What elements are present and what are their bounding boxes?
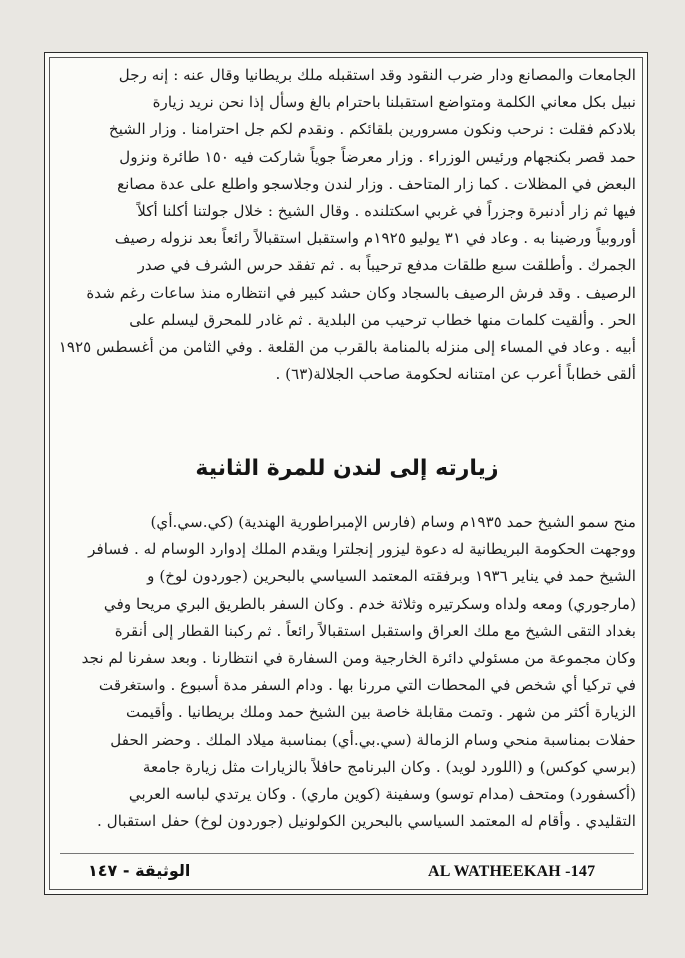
footer-page-label-arabic: الوثيقة - ١٤٧ bbox=[88, 861, 191, 880]
footer-divider bbox=[60, 853, 634, 854]
footer-page-label-english: AL WATHEEKAH -147 bbox=[428, 863, 596, 880]
section-heading: زيارته إلى لندن للمرة الثانية bbox=[195, 456, 499, 481]
body-paragraph-1: الجامعات والمصانع ودار ضرب النقود وقد استقبله ملك بريطانيا وقال عنه : إنه رجل نبيل بكل معاني الكلمة ومتواضع استقبلنا باحترام بالغ وسأل إذا نحن نريد زيارة بلادكم فقلت : نرحب ونكون مسرورين بلقائكم . ونقدم لكم جل احترامنا . وزار الشيخ حمد قصر بكنجهام ورئيس الوزراء . وزار معرضاً جوياً شاركت فيه ١٥٠ طائرة ونزول البعض في المظلات . كما زار المتاحف . وزار لندن وجلاسجو واطلع على عدة مصانع فيها ثم زار أدنبرة وجزراً في غربي اسكتلنده . وقال الشيخ : خلال جولتنا أكلنا أكلاً أوروبياً ورضينا به . وعاد في ٣١ يوليو ١٩٢٥م واستقبل استقبالاً رائعاً بعد نزوله رصيف الجمرك . وأطلقت سبع طلقات مدفع ترحيباً به . ثم تفقد حرس الشرف في صدر الرصيف . وقد فرش الرصيف بالسجاد وكان حشد كبير في انتظاره منذ ساعات رغم شدة الحر . وألقيت كلمات منها خطاب ترحيب من البلدية . ثم غادر للمحرق ليسلم على أبيه . وعاد في المساء إلى منزله بالمنامة بالقرب من القلعة . وفي الثامن من أغسطس ١٩٢٥ ألقى خطاباً أعرب عن امتنانه لحكومة صاحب الجلالة(٦٣) . bbox=[58, 66, 636, 384]
body-paragraph-2: منح سمو الشيخ حمد ١٩٣٥م وسام (فارس الإمبراطورية الهندية) (كي.سي.أي) ووجهت الحكومة البريطانية له دعوة ليزور إنجلترا ويقدم الملك إدوارد الوسام له . فسافر الشيخ حمد في يناير ١٩٣٦ وبرفقته المعتمد السياسي بالبحرين (جوردون لوخ) و (مارجوري) ومعه ولداه وسكرتيره وثلاثة خدم . وكان السفر بالطريق البري مريحا وفي بغداد التقى الشيخ مع ملك العراق واستقبل استقبالاً رائعاً . ثم ركبنا القطار إلى أنقرة وكان مجموعة من مسئولي دائرة الخارجية ومن السفارة في انتظارنا . وبعد سفرنا لم نجد في تركيا أي شخص في المحطات التي مررنا بها . ودام السفر مدة أسبوع . واستغرقت الزيارة أكثر من شهر . وتمت مقابلة خاصة بين الشيخ حمد وملك بريطانيا . وأقيمت حفلات بمناسبة منحي وسام الزمالة (سي.بي.أي) بمناسبة ميلاد الملك . وحضر الحفل (برسي كوكس) و (اللورد لويد) . وكان البرنامج حافلاً بالزيارات مثل زيارة جامعة (أكسفورد) ومتحف (مدام توسو) وسفينة (كوين ماري) . وكان يرتدي لباسه العربي التقليدي . وأقام له المعتمد السياسي بالبحرين الكولونيل (جوردون لوخ) حفل استقبال . bbox=[81, 513, 636, 831]
